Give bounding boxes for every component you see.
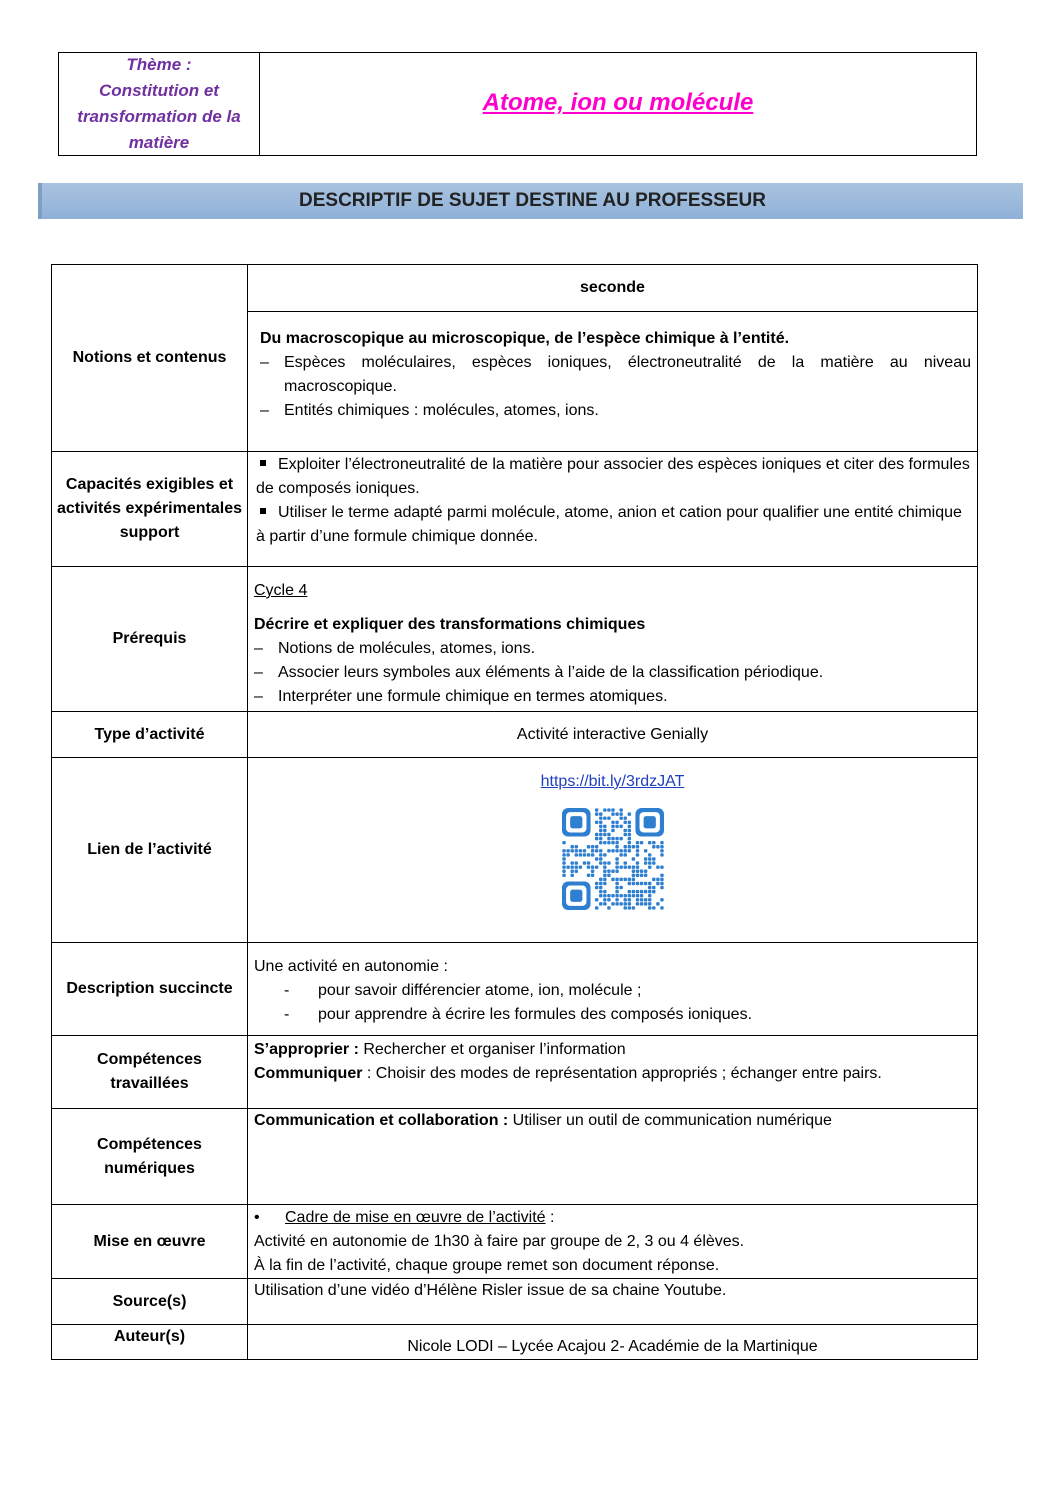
list-item: – Notions de molécules, atomes, ions.	[254, 640, 536, 657]
list-item: - pour savoir différencier atome, ion, molécule ;	[284, 982, 642, 999]
capacites-cell	[248, 452, 978, 567]
row-label: Compétences numériques	[52, 1109, 248, 1205]
list-item: - pour apprendre à écrire les formules des composés ioniques.	[284, 1006, 753, 1023]
numeriques-cell	[248, 1109, 978, 1205]
competence-line: Communiquer : Choisir des modes de représentation appropriés ; échanger entre pairs.	[254, 1065, 882, 1082]
document-title: Atome, ion ou molécule	[482, 89, 754, 116]
list-item: – Associer leurs symboles aux éléments à l’aide de la classification périodique.	[254, 664, 824, 681]
square-bullet-icon	[260, 508, 266, 514]
table-row	[52, 1109, 978, 1205]
table-row	[52, 452, 978, 567]
type-value: Activité interactive Genially	[516, 725, 709, 743]
row-label: Description succincte	[52, 943, 248, 1036]
notions-cell	[248, 312, 978, 452]
activity-link[interactable]: https://bit.ly/3rdzJAT	[540, 773, 685, 790]
link-cell	[248, 758, 978, 943]
auteurs-value: Nicole LODI – Lycée Acajou 2- Académie de la Martinique	[407, 1338, 818, 1355]
theme-line: Thème :	[126, 55, 192, 74]
row-label: Mise en œuvre	[52, 1205, 248, 1279]
square-bullet-icon	[260, 460, 266, 466]
description-intro: Une activité en autonomie :	[254, 958, 448, 975]
mise-line: À la fin de l’activité, chaque groupe remet son document réponse.	[254, 1257, 720, 1274]
mise-line: Activité en autonomie de 1h30 à faire par groupe de 2, 3 ou 4 élèves.	[254, 1233, 745, 1250]
cycle-label: Cycle 4	[254, 582, 308, 599]
mise-bullet: • Cadre de mise en œuvre de l’activité :	[254, 1209, 555, 1226]
prerequis-cell	[248, 567, 978, 712]
competence-line: S’approprier : Rechercher et organiser l’information	[254, 1041, 626, 1058]
competences-cell	[248, 1036, 978, 1109]
theme-line: Constitution et	[99, 81, 219, 100]
list-item: Exploiter l’électroneutralité de la matière pour associer des espèces ioniques et citer des formules de composés ioniques.	[256, 456, 970, 497]
theme-cell	[59, 53, 260, 155]
auteurs-cell	[248, 1325, 978, 1360]
sources-value: Utilisation d’une vidéo d’Hélène Risler issue de sa chaine Youtube.	[254, 1282, 727, 1299]
table-row	[52, 265, 978, 312]
list-item: – Interpréter une formule chimique en termes atomiques.	[254, 688, 668, 705]
qr-code-icon	[562, 808, 664, 910]
row-label: Type d’activité	[52, 712, 248, 758]
row-label: Capacités exigibles et activités expérimentales support	[52, 452, 248, 567]
row-label: Auteur(s)	[52, 1325, 248, 1360]
type-cell	[248, 712, 978, 758]
table-row	[52, 1036, 978, 1109]
list-item: – Entités chimiques : molécules, atomes, ions.	[260, 402, 599, 419]
row-label: Prérequis	[52, 567, 248, 712]
list-item: – Espèces moléculaires, espèces ioniques, électroneutralité de la matière au niveau macroscopique.	[260, 354, 971, 395]
row-label: Source(s)	[52, 1279, 248, 1325]
table-row	[52, 567, 978, 712]
theme-line: matière	[128, 133, 190, 152]
banner-text: DESCRIPTIF DE SUJET DESTINE AU PROFESSEUR	[299, 190, 766, 211]
description-cell	[248, 943, 978, 1036]
description-table	[51, 264, 978, 1360]
table-row	[52, 1279, 978, 1325]
section-banner	[38, 183, 1023, 219]
title-cell	[260, 53, 976, 155]
table-row	[52, 712, 978, 758]
header-table	[58, 52, 977, 156]
sources-cell	[248, 1279, 978, 1325]
table-row	[52, 943, 978, 1036]
numeriques-key: Communication et collaboration :	[254, 1112, 509, 1129]
mise-cell	[248, 1205, 978, 1279]
level-cell	[248, 265, 978, 312]
numeriques-text: Utiliser un outil de communication numérique	[508, 1112, 832, 1129]
row-label: Notions et contenus	[52, 265, 248, 452]
row-label: Compétences travaillées	[52, 1036, 248, 1109]
level-text: seconde	[580, 279, 645, 296]
notions-heading: Du macroscopique au microscopique, de l’espèce chimique à l’entité.	[260, 330, 790, 347]
table-row	[52, 1205, 978, 1279]
prerequis-heading: Décrire et expliquer des transformations chimiques	[254, 616, 646, 633]
row-label: Lien de l’activité	[52, 758, 248, 943]
table-row	[52, 1325, 978, 1360]
table-row	[52, 758, 978, 943]
list-item: Utiliser le terme adapté parmi molécule, atome, anion et cation pour qualifier une entité chimique à partir d’une formule chimique donnée.	[256, 504, 962, 545]
theme-line: transformation de la	[77, 107, 241, 126]
